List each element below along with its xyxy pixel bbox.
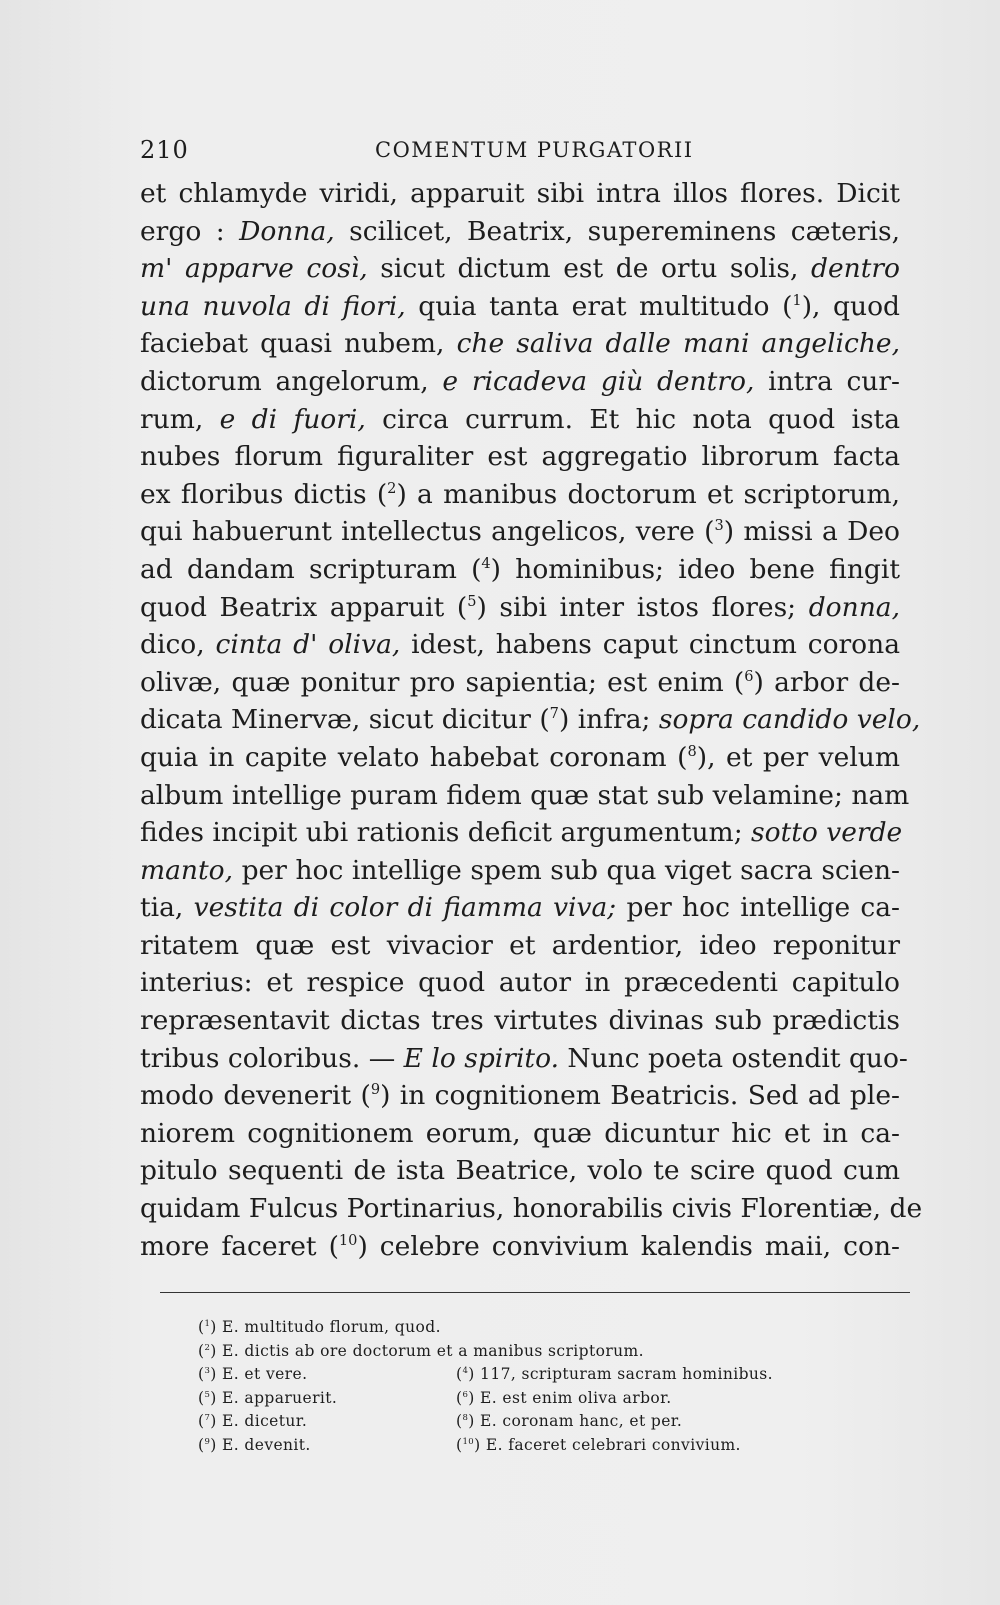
footnote-row bbox=[198, 1340, 878, 1364]
text-line: ex floribus dictis ($^2$) a manibus doctorum et scriptorum, bbox=[140, 478, 900, 510]
footnote-row bbox=[198, 1434, 878, 1458]
text-line: tia, vestita di color di fiamma viva; per hoc intellige ca- bbox=[140, 892, 900, 924]
footnote: ($^{10}$) E. faceret celebrari convivium. bbox=[456, 1435, 741, 1454]
page-header bbox=[140, 130, 900, 170]
footnote-row bbox=[198, 1387, 878, 1411]
footnote: ($^3$) E. et vere. bbox=[198, 1365, 308, 1383]
footnote: ($^1$) E. multitudo florum, quod. bbox=[198, 1318, 441, 1336]
text-line: quia in capite velato habebat coronam ($^8$), et per velum bbox=[140, 741, 900, 773]
text-line: dico, cinta d' oliva, idest, habens caput cinctum corona bbox=[140, 629, 901, 661]
text-line: ad dandam scripturam ($^4$) hominibus; ideo bene fingit bbox=[140, 553, 901, 585]
text-line: m' apparve così, sicut dictum est de ortu solis, dentro bbox=[140, 253, 900, 285]
footnote: ($^9$) E. devenit. bbox=[198, 1435, 311, 1454]
text-line: olivæ, quæ ponitur pro sapientia; est enim ($^6$) arbor de- bbox=[140, 666, 901, 698]
text-line: tribus coloribus. — E lo spirito. Nunc poeta ostendit quo- bbox=[140, 1042, 908, 1074]
text-line: rum, e di fuori, circa currum. Et hic nota quod ista bbox=[140, 403, 900, 435]
footnote: ($^6$) E. est enim oliva arbor. bbox=[456, 1388, 672, 1407]
footnote: ($^4$) 117, scripturam sacram hominibus. bbox=[456, 1365, 773, 1383]
footnote: ($^7$) E. dicetur. bbox=[198, 1412, 308, 1430]
footnote-row bbox=[198, 1316, 878, 1340]
text-line: more faceret ($^{10}$) celebre convivium kalendis maii, con- bbox=[140, 1230, 900, 1262]
text-line: nubes florum figuraliter est aggregatio librorum facta bbox=[140, 441, 900, 473]
footnote-row bbox=[198, 1410, 878, 1434]
text-line: ritatem quæ est vivacior et ardentior, ideo reponitur bbox=[140, 929, 900, 961]
text-line: faciebat quasi nubem, che saliva dalle mani angeliche, bbox=[140, 328, 901, 360]
text-line: pitulo sequenti de ista Beatrice, volo te scire quod cum bbox=[140, 1155, 900, 1187]
text-line: quidam Fulcus Portinarius, honorabilis civis Florentiæ, de bbox=[140, 1193, 923, 1225]
text-line: dicata Minervæ, sicut dicitur ($^7$) infra; sopra candido velo, bbox=[140, 704, 921, 736]
text-line: ergo : Donna, scilicet, Beatrix, supereminens cæteris, bbox=[140, 215, 900, 247]
main-text bbox=[140, 175, 923, 1265]
text-line: manto, per hoc intellige spem sub qua viget sacra scien- bbox=[140, 854, 900, 886]
footnote: ($^5$) E. apparuerit. bbox=[198, 1388, 338, 1407]
text-line: et chlamyde viridi, apparuit sibi intra illos flores. Dicit bbox=[140, 178, 900, 209]
footnote: ($^8$) E. coronam hanc, et per. bbox=[456, 1412, 683, 1430]
footnotes bbox=[198, 1316, 878, 1457]
text-line: una nuvola di fiori, quia tanta erat multitudo ($^1$), quod bbox=[140, 290, 900, 322]
footnote-divider bbox=[160, 1292, 910, 1293]
text-line: qui habuerunt intellectus angelicos, vere ($^3$) missi a Deo bbox=[140, 516, 900, 548]
page-number: 210 bbox=[140, 136, 189, 164]
text-line: quod Beatrix apparuit ($^5$) sibi inter istos flores; donna, bbox=[140, 591, 900, 623]
text-line: fides incipit ubi rationis deficit argumentum; sotto verde bbox=[140, 817, 903, 849]
text-line: repræsentavit dictas tres virtutes divinas sub prædictis bbox=[140, 1005, 900, 1037]
text-line: modo devenerit ($^9$) in cognitionem Beatricis. Sed ad ple- bbox=[140, 1080, 900, 1112]
text-line: album intellige puram fidem quæ stat sub velamine; nam bbox=[140, 779, 910, 811]
text-line: dictorum angelorum, e ricadeva giù dentro, intra cur- bbox=[140, 365, 900, 397]
footnote: ($^2$) E. dictis ab ore doctorum et a manibus scriptorum. bbox=[198, 1341, 644, 1360]
text-line: interius: et respice quod autor in præcedenti capitulo bbox=[140, 967, 900, 999]
text-line: niorem cognitionem eorum, quæ dicuntur hic et in ca- bbox=[140, 1117, 900, 1149]
footnote-row bbox=[198, 1363, 878, 1387]
running-title: COMENTUM PURGATORII bbox=[375, 138, 694, 162]
